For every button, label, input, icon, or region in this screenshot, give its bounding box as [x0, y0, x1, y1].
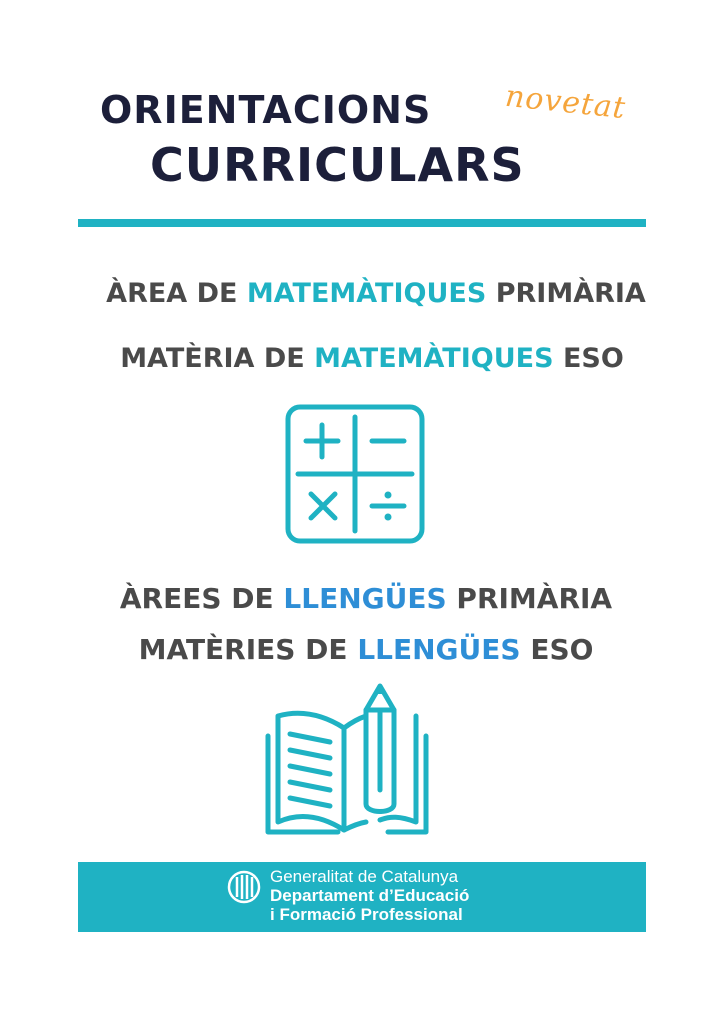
page-title-line2: CURRICULARS — [150, 138, 525, 192]
math-subject-highlight: MATEMÀTIQUES — [314, 343, 554, 374]
math-area-prefix: ÀREA DE — [106, 278, 247, 309]
lang-area-suffix: PRIMÀRIA — [446, 582, 613, 615]
calculator-icon — [284, 403, 426, 545]
generalitat-logo-icon — [227, 870, 261, 904]
math-subject-prefix: MATÈRIA DE — [120, 343, 315, 374]
title-divider — [78, 219, 646, 227]
math-area-heading — [14, 278, 724, 309]
footer-text — [270, 867, 469, 924]
footer-line2: Departament d’Educació — [270, 886, 470, 905]
lang-subject-highlight: LLENGÜES — [357, 633, 521, 666]
lang-area-prefix: ÀREES DE — [119, 582, 284, 615]
page-title-line1: ORIENTACIONS — [100, 88, 432, 132]
lang-subject-suffix: ESO — [520, 633, 594, 666]
math-subject-heading — [10, 343, 724, 374]
math-area-highlight: MATEMÀTIQUES — [246, 278, 487, 309]
math-subject-suffix: ESO — [553, 343, 624, 374]
book-pencil-icon — [260, 680, 434, 840]
footer-line3: i Formació Professional — [270, 905, 463, 924]
footer-line1: Generalitat de Catalunya — [270, 867, 459, 886]
lang-subject-prefix: MATÈRIES DE — [138, 633, 358, 666]
lang-area-highlight: LLENGÜES — [283, 582, 447, 615]
math-area-suffix: PRIMÀRIA — [486, 278, 646, 309]
lang-area-heading — [4, 582, 724, 615]
novetat-tag: novetat — [503, 78, 628, 127]
footer-banner — [78, 862, 646, 932]
lang-subject-heading — [4, 633, 724, 666]
